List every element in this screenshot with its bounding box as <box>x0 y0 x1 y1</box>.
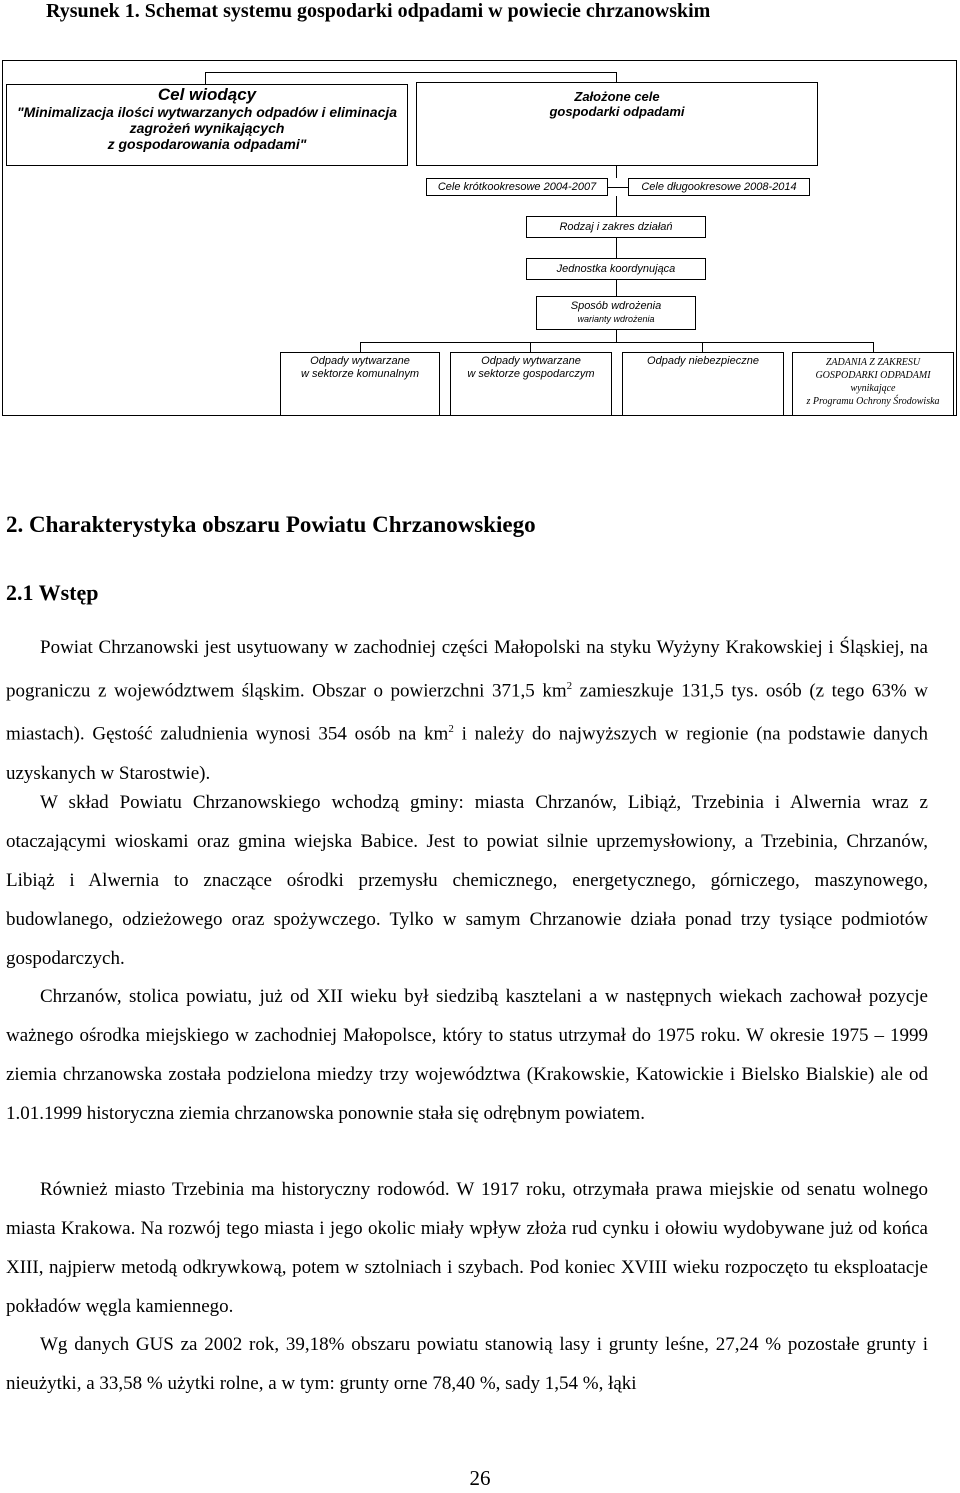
assumed-goals-line: Założone cele <box>574 89 660 104</box>
connector <box>616 72 617 82</box>
connector <box>608 187 628 188</box>
tasks-line: ZADANIA Z ZAKRESU <box>825 357 921 368</box>
economic-waste-line: w sektorze gospodarczym <box>467 368 595 380</box>
municipal-waste-line: Odpady wytwarzane <box>310 355 410 367</box>
connector <box>616 196 617 216</box>
connector <box>702 342 703 352</box>
implementation-variants: warianty wdrożenia <box>577 314 655 324</box>
main-goal-line: zagrożeń wynikających <box>129 120 285 136</box>
implementation-box <box>536 296 696 330</box>
connector <box>530 342 531 352</box>
connector <box>360 342 874 343</box>
superscript: 2 <box>566 680 573 692</box>
tasks-line: z Programu Ochrony Środowiska <box>806 396 940 407</box>
frame-left <box>2 60 3 416</box>
tasks-line: wynikające <box>850 383 896 394</box>
economic-waste-box <box>450 352 612 416</box>
municipal-waste-line: w sektorze komunalnym <box>301 368 419 380</box>
connector <box>616 280 617 296</box>
connector <box>205 72 617 73</box>
paragraph: Wg danych GUS za 2002 rok, 39,18% obszaru powiatu stanowią lasy i grunty leśne, 27,24 % pozostałe grunty i nieużytki, a 33,58 % użytki rolne, a w tym: grunty orne 78,40 %, sady 1,54 %, łąki <box>6 1334 928 1394</box>
paragraph: Również miasto Trzebinia ma historyczny rodowód. W 1917 roku, otrzymała prawa miejskie od senatu wolnego miasta Krakowa. Na rozwój tego miasta i jego okolic miały wpływ złoża rud cynku i ołowiu wydobywane już od końca XIII, najpierw metodą odkrywkową, potem w sztolniach i szybach. Pod koniec XVIII wieku rozpoczęto tu eksploatacje pokładów węgla kamiennego. <box>6 1179 928 1317</box>
connector <box>616 330 617 342</box>
long-term-goals-box: Cele długookresowe 2008-2014 <box>628 178 810 196</box>
economic-waste-line: Odpady wytwarzane <box>481 355 581 367</box>
subsection-heading: 2.1 Wstęp <box>6 580 99 605</box>
hazardous-waste-line: Odpady niebezpieczne <box>647 355 759 367</box>
connector <box>205 72 206 84</box>
paragraph: Chrzanów, stolica powiatu, już od XII wieku był siedzibą kasztelani a w następnych wiekach zachował pozycje ważnego ośrodka miejskiego w zachodniej Małopolsce, który to status utrzymał do 1975 roku. W okresie 1975 – 1999 ziemia chrzanowska została podzielona miedzy trzy województwa (Krakowskie, Katowickie i Bielsko Bialskie) ale od 1.01.1999 historyczna ziemia chrzanowska ponownie stała się odrębnym powiatem. <box>6 986 928 1124</box>
main-goal-line: z gospodarowania odpadami" <box>107 136 307 152</box>
assumed-goals-line: gospodarki odpadami <box>549 104 685 119</box>
superscript: 2 <box>448 723 454 736</box>
connector <box>616 238 617 258</box>
actions-box: Rodzaj i zakres działań <box>526 216 706 238</box>
frame-right <box>956 60 957 416</box>
paragraph-text: i należy do najwyższych w regionie (na podstawie danych uzyskanych w Starostwie). <box>6 723 928 784</box>
connector <box>873 342 874 352</box>
tasks-line: GOSPODARKI ODPADAMI <box>815 370 931 381</box>
implementation-title: Sposób wdrożenia <box>570 300 662 312</box>
frame-top <box>2 60 957 61</box>
main-goal-line: "Minimalizacja ilości wytwarzanych odpadów i eliminacja <box>16 104 398 120</box>
paragraph-text: Powiat Chrzanowski jest usytuowany w zachodniej części Małopolski na styku Wyżyny Krakowskiej i Śląskiej, na pograniczu z województwem śląskim. Obszar o powierzchni 371,5 km <box>6 637 928 702</box>
connector <box>360 342 361 352</box>
coordinator-box: Jednostka koordynująca <box>526 258 706 280</box>
paragraph: W skład Powiatu Chrzanowskiego wchodzą gminy: miasta Chrzanów, Libiąż, Trzebinia i Alwernia wraz z otaczającymi wioskami oraz gmina wiejska Babice. Jest to powiat silnie uprzemysłowiony, a Trzebinia, Chrzanów, Libiąż i Alwernia to znaczące ośrodki przemysłu chemicznego, energetycznego, górniczego, maszynowego, budowlanego, odzieżowego oraz spożywczego. Tylko w samym Chrzanowie działa ponad trzy tysiące podmiotów gospodarczych. <box>6 792 928 969</box>
municipal-waste-box <box>280 352 440 416</box>
main-goal-title: Cel wiodący <box>157 85 257 104</box>
main-goal-box <box>6 84 408 166</box>
assumed-goals-box <box>416 82 818 166</box>
connector <box>616 166 617 178</box>
page-number: 26 <box>469 1466 491 1490</box>
figure-caption: Rysunek 1. Schemat systemu gospodarki odpadami w powiecie chrzanowskim <box>46 0 711 22</box>
short-term-goals-box: Cele krótkookresowe 2004-2007 <box>426 178 608 196</box>
paragraph-text: zamieszkuje 131,5 tys. osób (z tego 63% w miastach). Gęstość zaludnienia wynosi 354 osób na km <box>6 680 928 745</box>
section-heading: 2. Charakterystyka obszaru Powiatu Chrzanowskiego <box>6 512 536 537</box>
hazardous-waste-box <box>622 352 784 416</box>
paragraph <box>6 628 928 793</box>
tasks-box <box>792 352 954 416</box>
